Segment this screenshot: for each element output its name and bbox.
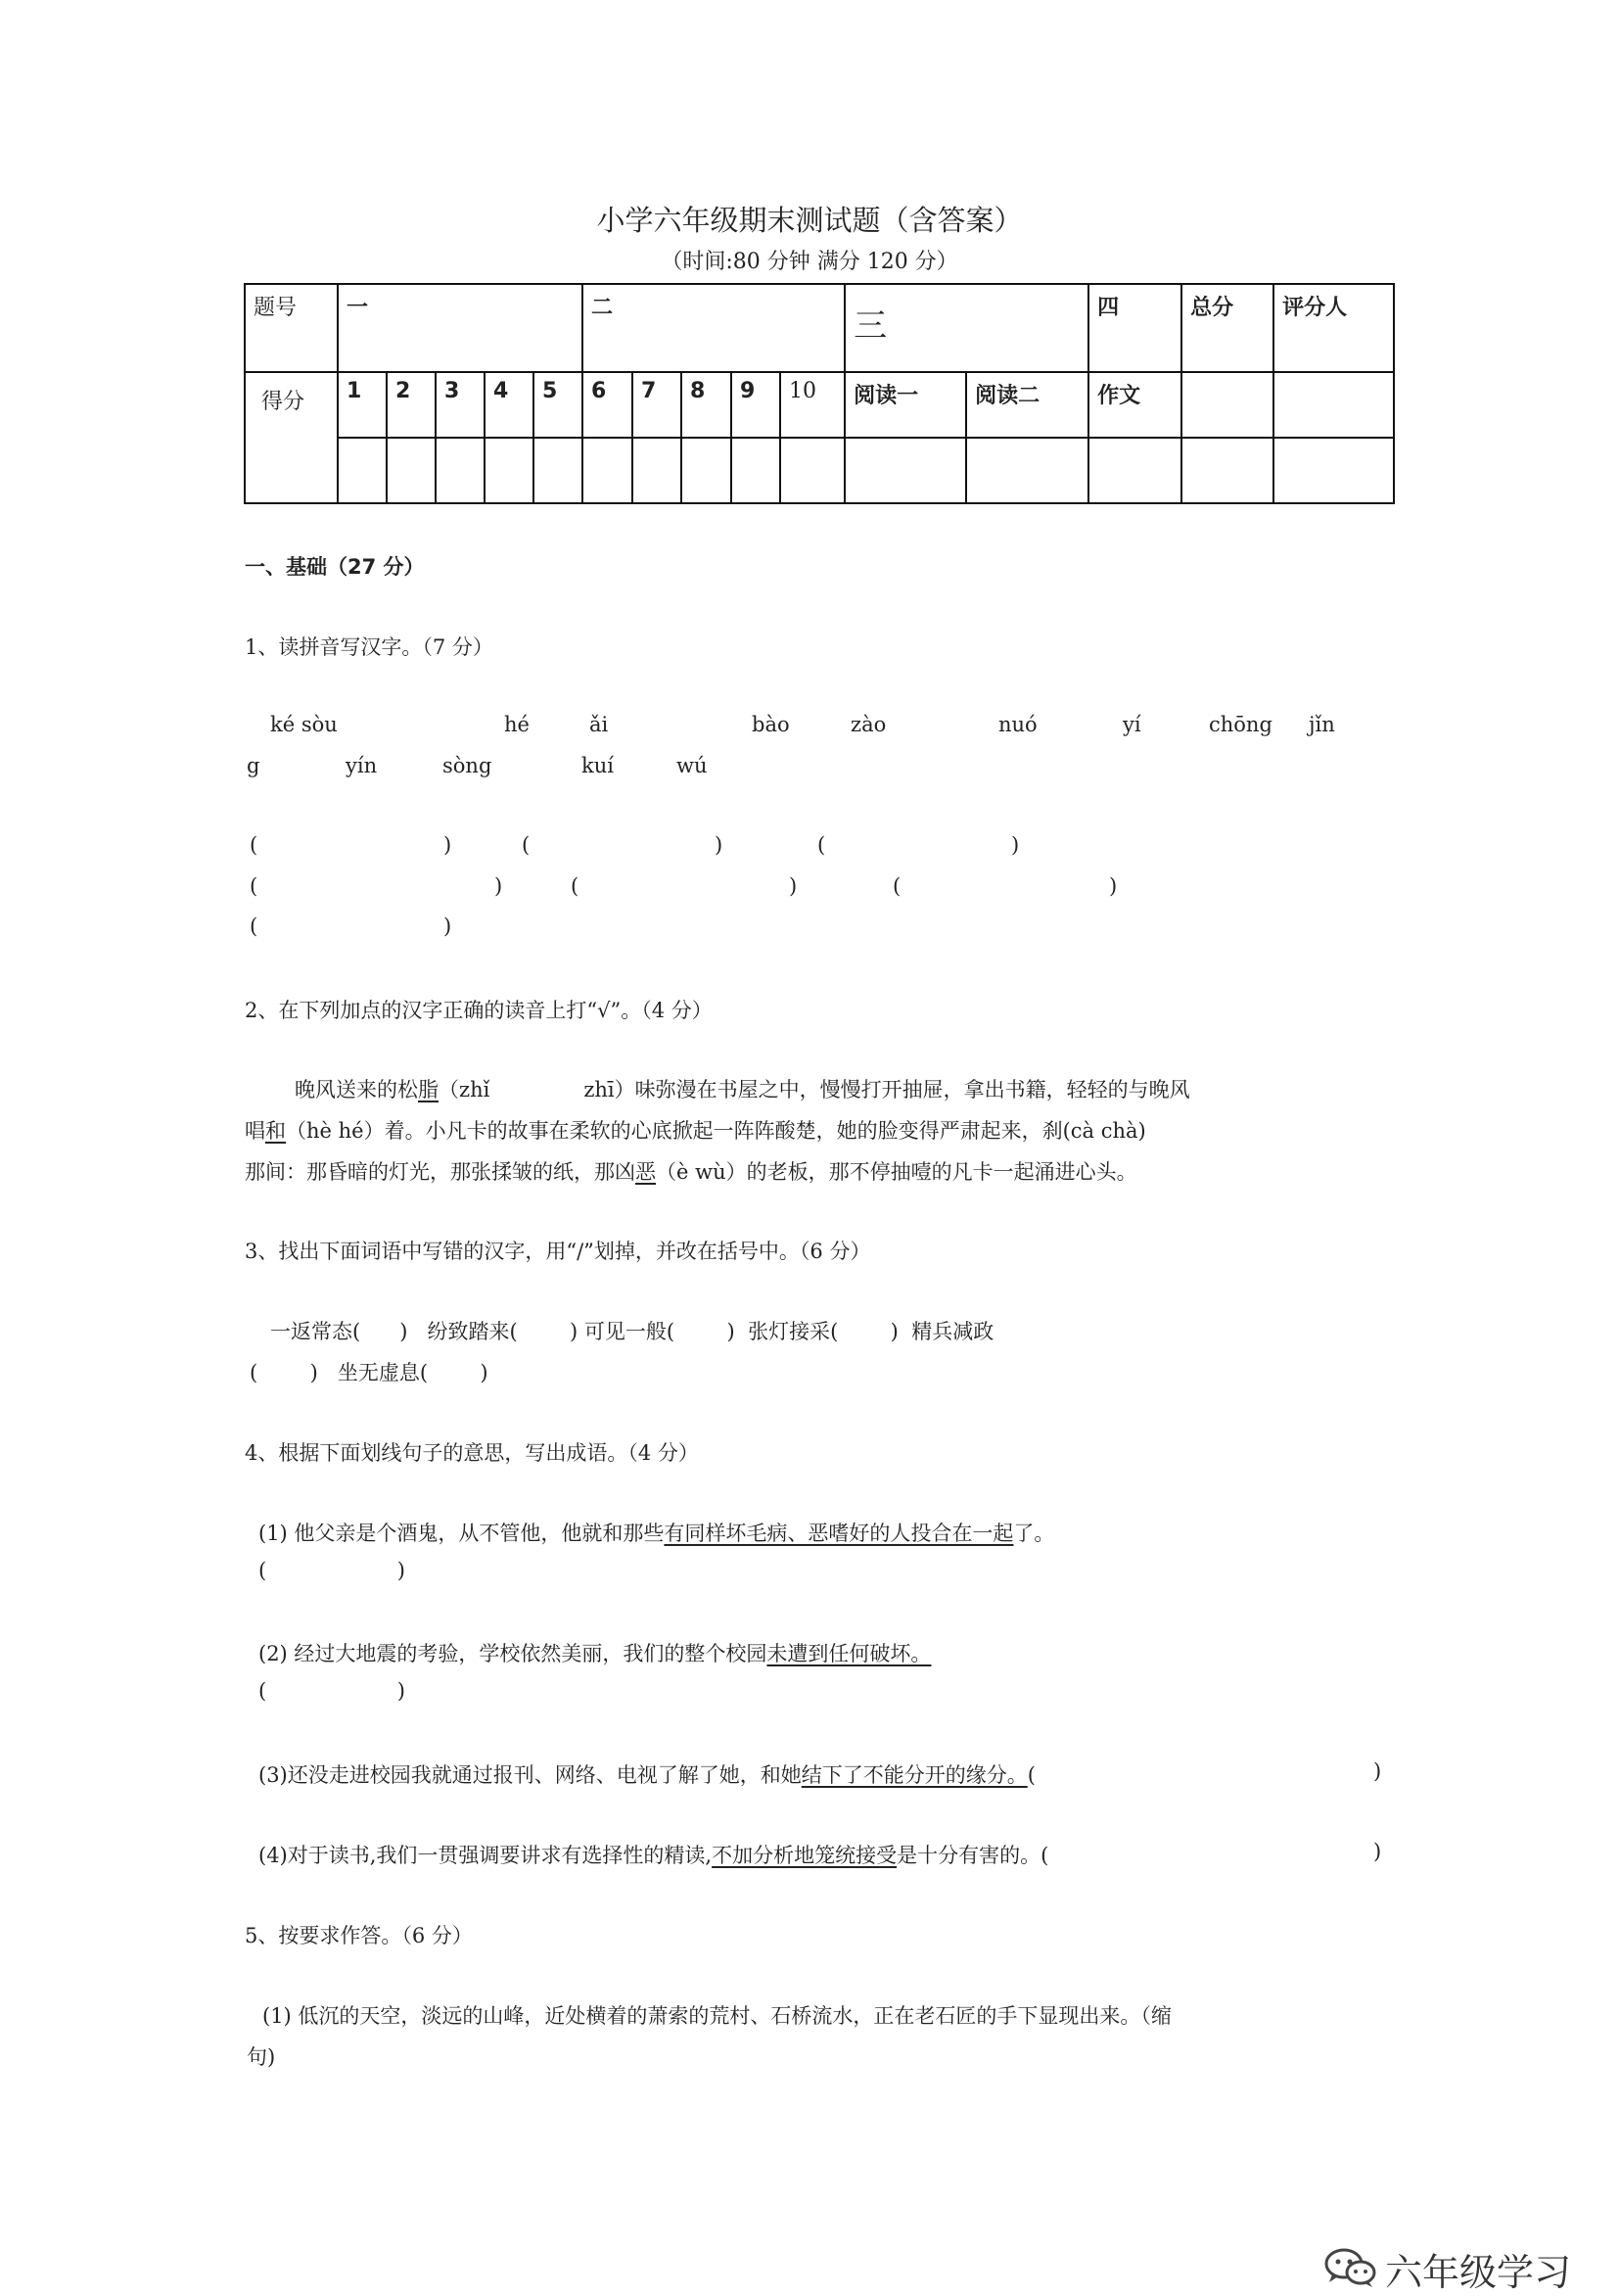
- marked-char: 恶: [635, 1160, 656, 1184]
- pinyin: kuí: [581, 754, 614, 777]
- underlined-phrase: 有同样坏毛病、恶嗜好的人投合在一起: [664, 1522, 1014, 1545]
- text: 晚风送来的松: [295, 1078, 418, 1101]
- answer-paren-close: ): [494, 874, 503, 898]
- text: (1) 他父亲是个酒鬼，从不管他，他就和那些: [258, 1522, 665, 1545]
- score-cell[interactable]: [780, 438, 845, 503]
- score-cell[interactable]: [436, 438, 485, 503]
- col-number: 1: [338, 372, 387, 438]
- score-table-label-row: [245, 372, 1394, 438]
- header-part-3: 三: [845, 284, 1088, 372]
- col-reading-2: 阅读二: [966, 372, 1088, 438]
- q2-line-2: [245, 1115, 1146, 1145]
- q2-line-1: [295, 1074, 1190, 1103]
- header-grader: 评分人: [1273, 284, 1394, 372]
- answer-paren-open: (: [250, 914, 258, 938]
- score-table: [244, 283, 1395, 504]
- answer-paren-close: ): [1109, 874, 1118, 898]
- text: （hè hé）着。小凡卡的故事在柔软的心底掀起一阵阵酸楚，她的脸变得严肃起来，刹(cà chà): [286, 1119, 1146, 1143]
- pinyin: ké sòu: [270, 713, 338, 736]
- pinyin: nuó: [998, 713, 1038, 736]
- answer-paren-close: ): [443, 914, 452, 938]
- col-number: 9: [731, 372, 780, 438]
- header-part-4: 四: [1088, 284, 1181, 372]
- col-number: 5: [533, 372, 582, 438]
- col-number: 4: [485, 372, 533, 438]
- empty-cell: [1273, 372, 1394, 438]
- q5-sentence-1-line-2: 句): [247, 2045, 276, 2069]
- score-cell[interactable]: [533, 438, 582, 503]
- text: (4)对于读书,我们一贯强调要讲求有选择性的精读,: [258, 1844, 713, 1867]
- underlined-phrase: 未遭到任何破坏。: [766, 1642, 932, 1665]
- answer-paren-close: ): [1011, 833, 1020, 857]
- col-number: 7: [632, 372, 681, 438]
- marked-char: 脂: [418, 1078, 439, 1101]
- q3-prompt: 3、找出下面词语中写错的汉字，用“/”划掉，并改在括号中。（6 分）: [245, 1240, 871, 1263]
- header-total: 总分: [1181, 284, 1273, 372]
- underlined-phrase: 结下了不能分开的缘分。: [801, 1763, 1028, 1787]
- q3-line-1: 一返常态( ) 纷致踏来( ) 可见一般( ) 张灯接采( ) 精兵减政: [270, 1320, 995, 1343]
- empty-cell: [1181, 372, 1273, 438]
- answer-paren-open: (: [571, 874, 579, 898]
- col-number: 3: [436, 372, 485, 438]
- pinyin-option: （zhǐ: [439, 1078, 490, 1101]
- page-title: 小学六年级期末测试题（含答案）: [596, 204, 1023, 237]
- header-question-number: 题号: [245, 284, 338, 372]
- score-cell[interactable]: [681, 438, 731, 503]
- answer-paren-open: (: [817, 833, 826, 857]
- answer-paren-close: ): [789, 874, 798, 898]
- score-table-header-row: [245, 284, 1394, 372]
- score-cell[interactable]: [485, 438, 533, 503]
- pinyin: ǎi: [589, 713, 609, 736]
- section-1-heading: 一、基础（27 分）: [245, 555, 425, 579]
- q5-sentence-1-line-1: (1) 低沉的天空，淡远的山峰，近处横着的萧索的荒村、石桥流水，正在老石匠的手下显现出来。（缩: [262, 2004, 1172, 2028]
- score-cell[interactable]: [387, 438, 436, 503]
- pinyin: jǐn: [1309, 713, 1335, 736]
- pinyin: bào: [752, 713, 790, 736]
- col-number: 8: [681, 372, 731, 438]
- answer-blank[interactable]: ( ): [258, 1559, 405, 1582]
- answer-paren-close: ): [1373, 1759, 1382, 1783]
- q2-line-3: [245, 1156, 1137, 1186]
- col-essay: 作文: [1088, 372, 1181, 438]
- score-cell[interactable]: [1088, 438, 1181, 503]
- score-cell[interactable]: [845, 438, 966, 503]
- answer-paren-open: (: [522, 833, 531, 857]
- score-cell[interactable]: [1273, 438, 1394, 503]
- text: 那间：那昏暗的灯光，那张揉皱的纸，那凶: [245, 1160, 635, 1184]
- marked-char: 和: [265, 1119, 286, 1143]
- answer-paren-close: ): [443, 833, 452, 857]
- score-cell[interactable]: [966, 438, 1088, 503]
- q4-sentence-2: [258, 1638, 931, 1667]
- text: (2) 经过大地震的考验，学校依然美丽，我们的整个校园: [258, 1642, 767, 1665]
- pinyin: yín: [346, 754, 378, 777]
- col-number: 10: [780, 372, 845, 438]
- text: (3)还没走进校园我就通过报刊、网络、电视了解了她，和她: [258, 1763, 802, 1787]
- q4-prompt: 4、根据下面划线句子的意思，写出成语。（4 分）: [245, 1441, 699, 1465]
- pinyin: g: [247, 754, 260, 777]
- answer-paren-close: ): [1373, 1840, 1382, 1863]
- q1-prompt: 1、读拼音写汉字。（7 分）: [245, 635, 493, 659]
- score-cell[interactable]: [1181, 438, 1273, 503]
- answer-paren-open: (: [893, 874, 902, 898]
- wechat-logo-icon: [1323, 2246, 1378, 2289]
- answer-blank[interactable]: ( ): [258, 1679, 405, 1703]
- text: 唱: [245, 1119, 265, 1143]
- score-cell[interactable]: [338, 438, 387, 503]
- score-table-score-row: [245, 438, 1394, 503]
- pinyin: chōng: [1209, 713, 1272, 736]
- header-part-1: 一: [338, 284, 582, 372]
- score-cell[interactable]: [632, 438, 681, 503]
- q2-prompt: 2、在下列加点的汉字正确的读音上打“√”。（4 分）: [245, 999, 713, 1022]
- text: 了。: [1013, 1522, 1055, 1545]
- pinyin: hé: [504, 713, 530, 736]
- page-subtitle: （时间:80 分钟 满分 120 分）: [661, 250, 958, 274]
- score-cell[interactable]: [582, 438, 632, 503]
- pinyin: wú: [676, 754, 708, 777]
- col-number: 6: [582, 372, 632, 438]
- text: (: [1027, 1763, 1036, 1787]
- text: 是十分有害的。(: [897, 1844, 1049, 1867]
- pinyin: sòng: [442, 754, 492, 777]
- pinyin: yí: [1123, 713, 1141, 736]
- col-number: 2: [387, 372, 436, 438]
- text: zhī）味弥漫在书屋之中，慢慢打开抽屉，拿出书籍，轻轻的与晚风: [583, 1078, 1190, 1101]
- answer-paren-open: (: [250, 874, 258, 898]
- q4-sentence-1: [258, 1518, 1054, 1547]
- pinyin: zào: [851, 713, 887, 736]
- q4-sentence-3: [258, 1759, 1036, 1789]
- answer-paren-open: (: [250, 833, 258, 857]
- answer-paren-close: ): [715, 833, 723, 857]
- text: （è wù）的老板，那不停抽噎的凡卡一起涌进心头。: [656, 1160, 1137, 1184]
- watermark-text: 六年级学习: [1385, 2251, 1572, 2294]
- score-cell[interactable]: [731, 438, 780, 503]
- q4-sentence-4: [258, 1840, 1048, 1869]
- header-part-2: 二: [582, 284, 845, 372]
- q3-line-2: ( ) 坐无虚息( ): [250, 1361, 488, 1384]
- col-reading-1: 阅读一: [845, 372, 966, 438]
- q5-prompt: 5、按要求作答。（6 分）: [245, 1924, 473, 1947]
- score-label: 得分: [245, 372, 338, 503]
- underlined-phrase: 不加分析地笼统接受: [712, 1844, 898, 1867]
